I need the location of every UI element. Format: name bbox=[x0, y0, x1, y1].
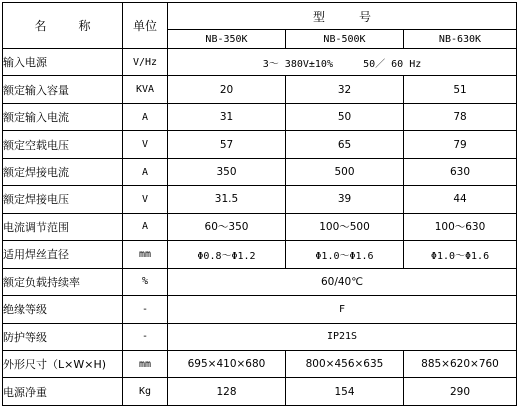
row-value-nb350k: Φ0.8～Φ1.2 bbox=[168, 241, 286, 268]
row-value-nb500k: 39 bbox=[286, 186, 404, 213]
row-value-nb630k: 44 bbox=[404, 186, 517, 213]
row-value-nb350k: 57 bbox=[168, 131, 286, 158]
row-label: 额定输入电流 bbox=[3, 103, 123, 130]
table-row bbox=[3, 49, 517, 76]
row-value-nb350k: 31 bbox=[168, 103, 286, 130]
row-value-nb350k: 350 bbox=[168, 158, 286, 185]
row-label: 额定焊接电压 bbox=[3, 186, 123, 213]
row-unit: mm bbox=[123, 241, 168, 268]
row-unit: - bbox=[123, 296, 168, 323]
row-value-nb500k: Φ1.0～Φ1.6 bbox=[286, 241, 404, 268]
row-value-nb630k: 630 bbox=[404, 158, 517, 185]
model-header-char-2: 号 bbox=[359, 9, 372, 24]
row-label: 额定空载电压 bbox=[3, 131, 123, 158]
row-value-nb350k: 695×410×680 bbox=[168, 350, 286, 377]
row-value-nb630k: Φ1.0～Φ1.6 bbox=[404, 241, 517, 268]
row-unit: mm bbox=[123, 350, 168, 377]
table-row bbox=[3, 323, 517, 350]
header-row-top bbox=[3, 3, 517, 30]
table-row bbox=[3, 131, 517, 158]
table-row bbox=[3, 378, 517, 406]
name-header-char-1: 名 bbox=[34, 19, 47, 33]
row-value-nb630k: 100～630 bbox=[404, 213, 517, 240]
row-unit: KVA bbox=[123, 76, 168, 103]
row-value-nb350k: 128 bbox=[168, 378, 286, 406]
row-unit: A bbox=[123, 213, 168, 240]
row-label: 额定输入容量 bbox=[3, 76, 123, 103]
table-row bbox=[3, 158, 517, 185]
row-value-nb500k: 800×456×635 bbox=[286, 350, 404, 377]
row-label: 绝缘等级 bbox=[3, 296, 123, 323]
row-label: 电流调节范围 bbox=[3, 213, 123, 240]
model-header-char-1: 型 bbox=[312, 9, 325, 24]
row-unit: Kg bbox=[123, 378, 168, 406]
row-value-nb500k: 100～500 bbox=[286, 213, 404, 240]
row-value-nb500k: 32 bbox=[286, 76, 404, 103]
row-unit: - bbox=[123, 323, 168, 350]
table-row bbox=[3, 350, 517, 377]
row-value-span: 60/40℃ bbox=[168, 268, 517, 295]
row-label: 输入电源 bbox=[3, 49, 123, 76]
row-value-nb630k: 290 bbox=[404, 378, 517, 406]
row-value-span: 3～ 380V±10% 50／ 60 Hz bbox=[168, 49, 517, 76]
row-value-nb500k: 500 bbox=[286, 158, 404, 185]
table-row bbox=[3, 296, 517, 323]
row-label: 外形尺寸（L×W×H) bbox=[3, 350, 123, 377]
row-value-nb350k: 60～350 bbox=[168, 213, 286, 240]
row-value-nb630k: 78 bbox=[404, 103, 517, 130]
row-label: 额定焊接电流 bbox=[3, 158, 123, 185]
row-value-nb630k: 51 bbox=[404, 76, 517, 103]
row-value-nb500k: 154 bbox=[286, 378, 404, 406]
row-unit: % bbox=[123, 268, 168, 295]
spec-table bbox=[2, 2, 517, 406]
row-label: 适用焊丝直径 bbox=[3, 241, 123, 268]
row-value-nb350k: 20 bbox=[168, 76, 286, 103]
model-header-nb630k: NB-630K bbox=[404, 30, 517, 49]
row-label: 额定负载持续率 bbox=[3, 268, 123, 295]
table-row bbox=[3, 213, 517, 240]
name-column-header bbox=[3, 3, 123, 49]
row-label: 防护等级 bbox=[3, 323, 123, 350]
name-header-char-2: 称 bbox=[78, 19, 91, 33]
model-header-nb500k: NB-500K bbox=[286, 30, 404, 49]
row-value-nb630k: 885×620×760 bbox=[404, 350, 517, 377]
model-header-nb350k: NB-350K bbox=[168, 30, 286, 49]
row-value-span: IP21S bbox=[168, 323, 517, 350]
row-value-nb500k: 50 bbox=[286, 103, 404, 130]
row-unit: A bbox=[123, 103, 168, 130]
row-unit: V bbox=[123, 131, 168, 158]
unit-column-header: 单位 bbox=[123, 3, 168, 49]
row-unit: V bbox=[123, 186, 168, 213]
row-value-nb350k: 31.5 bbox=[168, 186, 286, 213]
table-row bbox=[3, 103, 517, 130]
row-label: 电源净重 bbox=[3, 378, 123, 406]
model-group-header bbox=[168, 3, 517, 30]
table-row bbox=[3, 241, 517, 268]
table-row bbox=[3, 268, 517, 295]
row-value-nb500k: 65 bbox=[286, 131, 404, 158]
table-row bbox=[3, 186, 517, 213]
table-row bbox=[3, 76, 517, 103]
row-unit: A bbox=[123, 158, 168, 185]
row-unit: V/Hz bbox=[123, 49, 168, 76]
row-value-span: F bbox=[168, 296, 517, 323]
row-value-nb630k: 79 bbox=[404, 131, 517, 158]
